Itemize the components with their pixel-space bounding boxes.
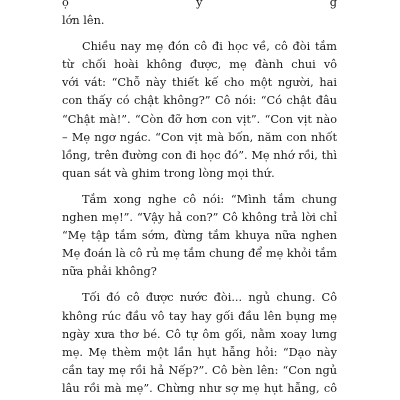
body-text: [62, 0, 337, 400]
paragraph-gap: [62, 281, 337, 289]
paragraph-gap: [62, 183, 337, 191]
text-line: Tắm xong nghe cô nói: “Mình tắm chung: [82, 192, 337, 206]
paragraph: [62, 191, 337, 281]
text-line: nghen mẹ!”. “Vậy hả con?” Cô không trả lời chỉ: [62, 211, 337, 225]
text-line: Mẹ đoán là cô rủ mẹ tắm chung để mẹ khỏi tắm: [62, 247, 337, 261]
text-line: quan sát và ghim trong lòng mọi thứ.: [62, 166, 275, 180]
text-line: mẹ. Mẹ thèm một lần hụt hẫng hỏi: “Dạo này: [62, 345, 337, 359]
text-line: cần tay mẹ rồi hả Nếp?”. Cô bèn lên: “Con ngủ: [62, 363, 337, 377]
text-line: con thấy có chật không?” Cô nói: “Có chật đâu: [62, 94, 337, 108]
text-line: với vát: “Chỗ này thiết kế cho một người, hai: [62, 76, 337, 90]
text-line: lồng, trên đường con đi học đó”. Mẹ nhớ rồi, thì: [62, 148, 337, 162]
text-line: Chiều nay mẹ đón cô đi học về, cô đòi tắm: [82, 40, 337, 54]
text-line: không rúc đầu vô tay hay gối đầu lên bụng mẹ: [62, 309, 337, 323]
text-line: lâu rồi mà mẹ”. Chừng như sợ mẹ hụt hẫng, cô: [62, 381, 337, 395]
text-line: nữa phải không?: [62, 265, 157, 279]
text-line: Tối đó cô được nước đòi... ngủ chung. Cô: [82, 291, 337, 305]
paragraph: [62, 289, 337, 400]
text-line: “Mẹ tập tắm sớm, đừng tắm khuya nữa nghen: [62, 229, 337, 243]
paragraph: [62, 38, 337, 183]
text-line: “Chật mà!”. “Còn đỡ hơn con vịt”. “Con vịt nào: [62, 112, 337, 126]
text-line: lớn lên.: [62, 14, 105, 28]
text-line: từ chối hoài không được, mẹ đành chui vô: [62, 58, 337, 72]
paragraph-gap: [62, 30, 337, 38]
text-line: ngày xưa thơ bé. Cô tự ôm gối, nằm xoay lưng: [62, 327, 337, 341]
text-line: – Mẹ ngơ ngác. “Con vịt mà bốn, năm con nhốt: [62, 130, 337, 144]
paragraph: [62, 0, 337, 30]
text-line: ọ y g: [62, 0, 337, 9]
